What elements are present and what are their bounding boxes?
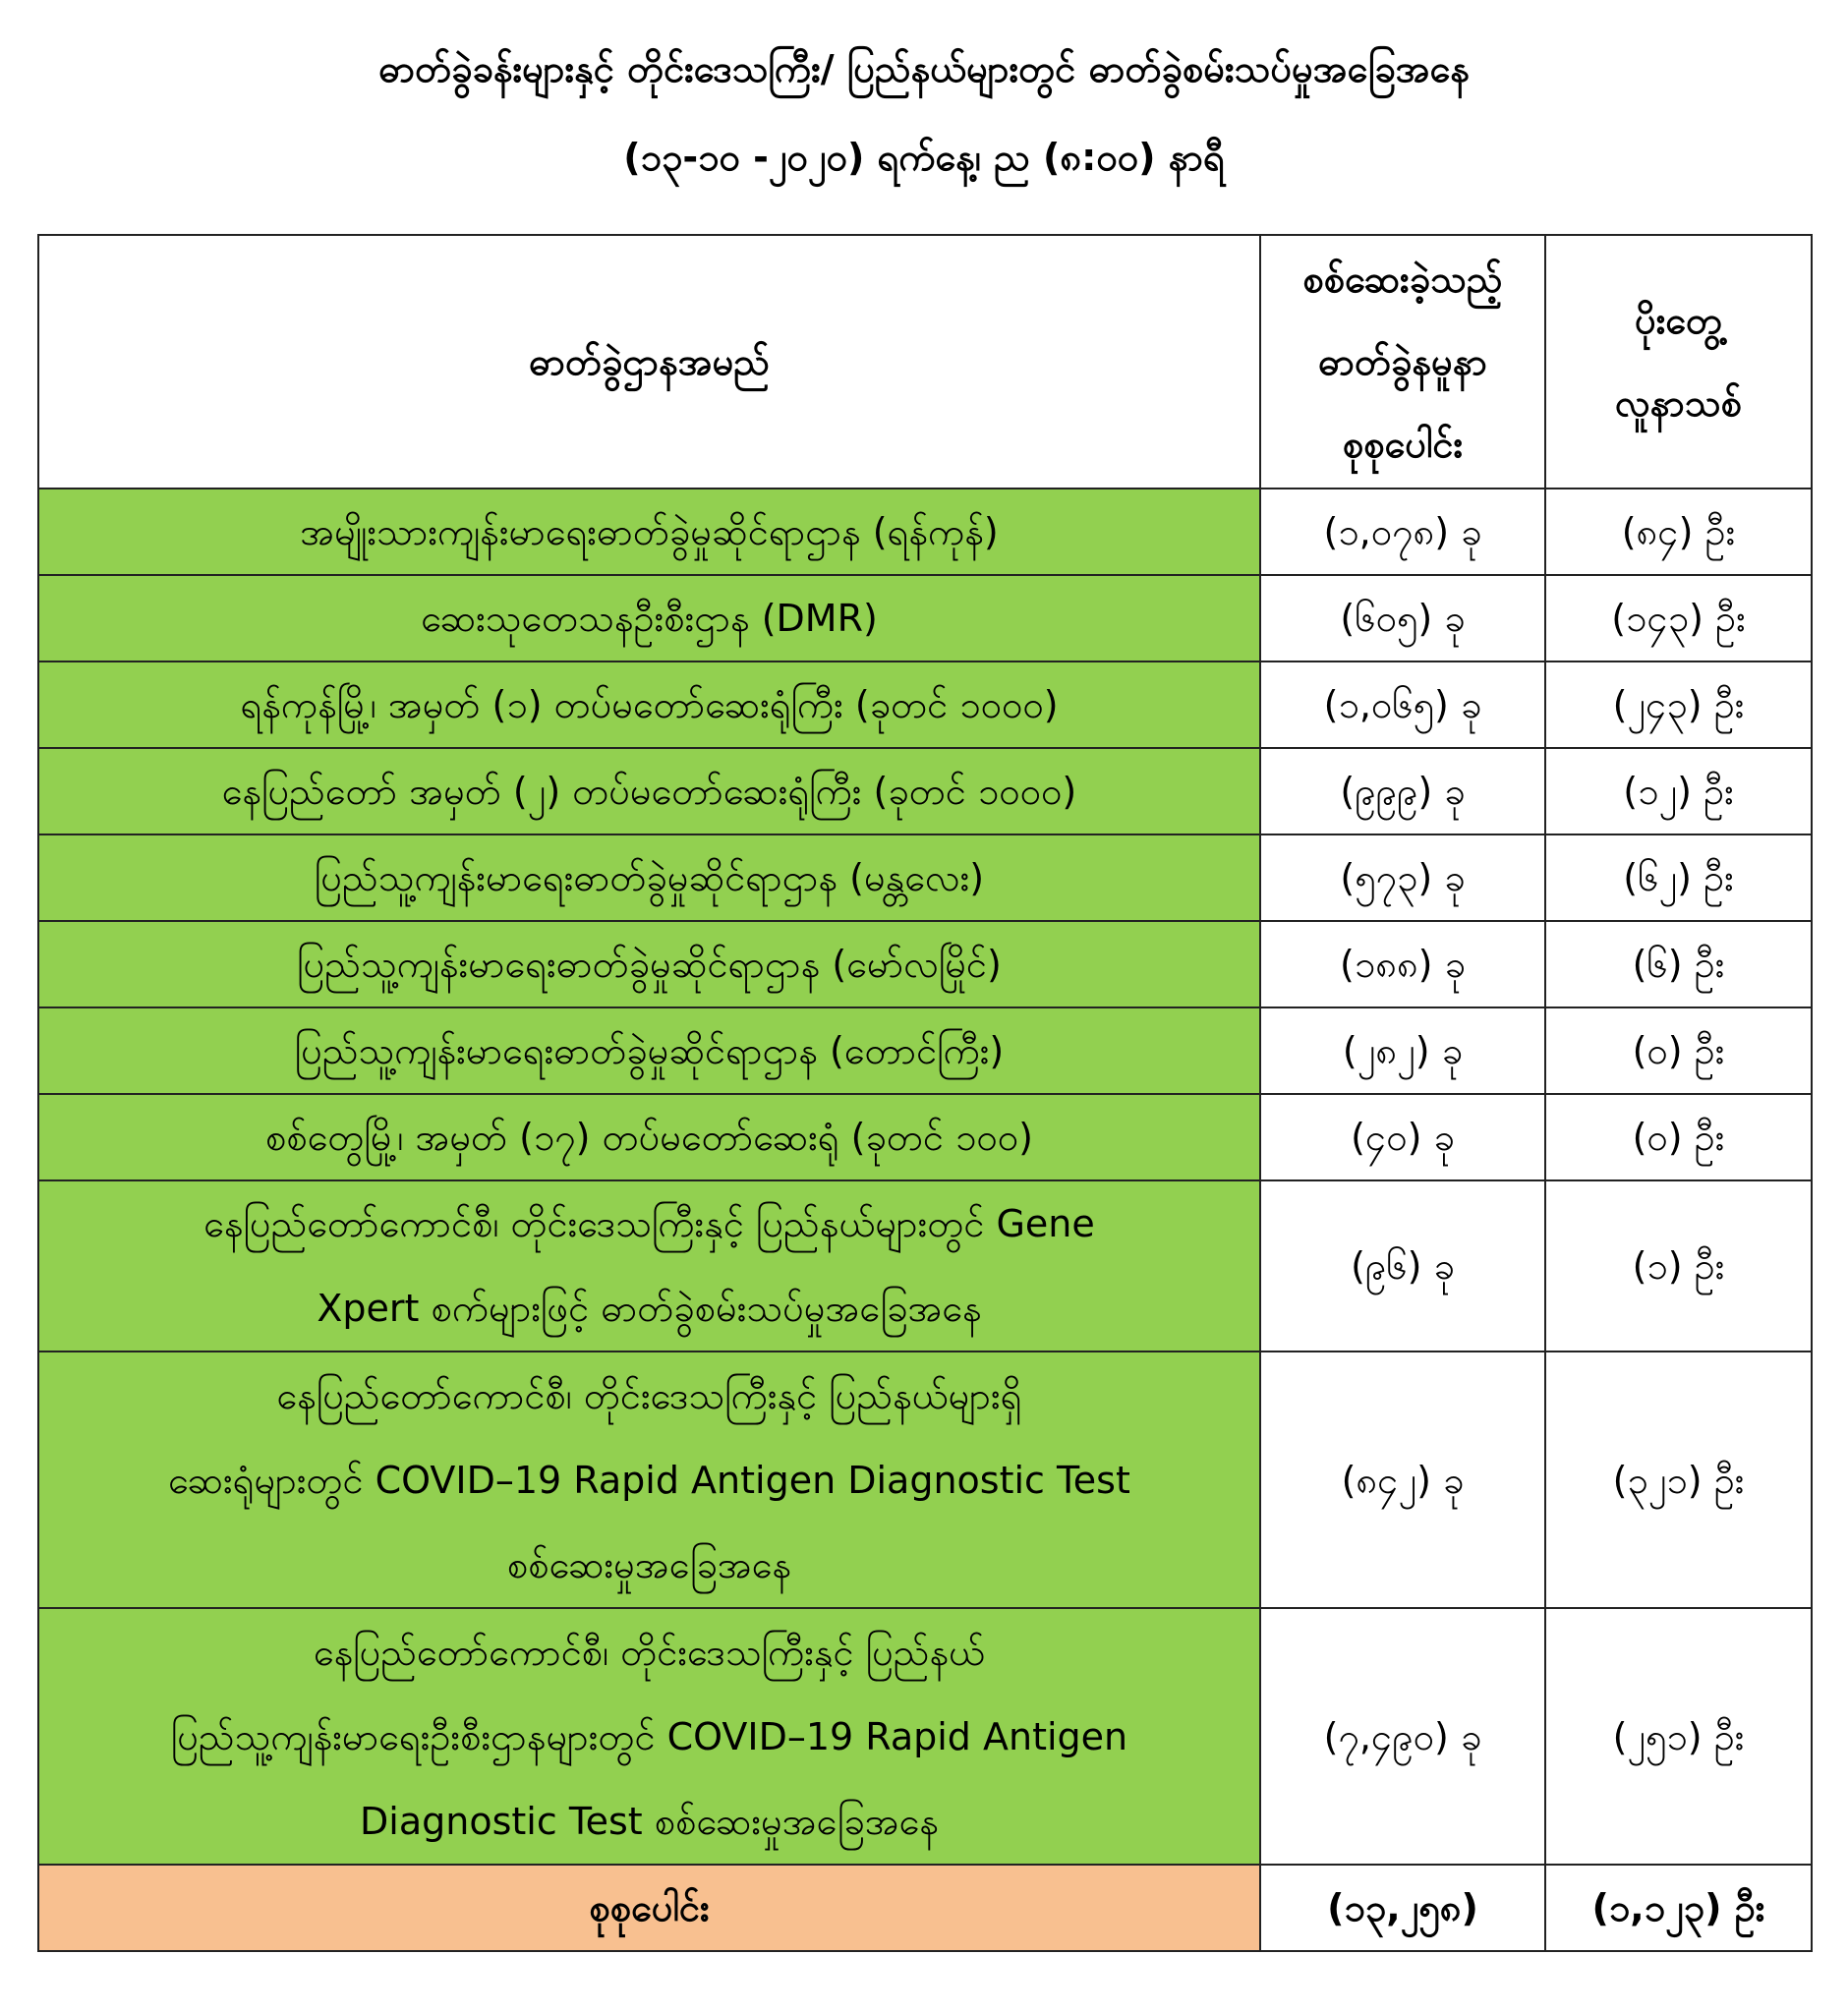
- tested-cell: (၅၇၃) ခု: [1260, 834, 1545, 921]
- lab-name-cell: ပြည်သူ့ကျန်းမာရေးဓာတ်ခွဲမှုဆိုင်ရာဌာန (မော်လမြိုင်): [38, 921, 1260, 1007]
- total-tested: (၁၃,၂၅၈): [1260, 1865, 1545, 1951]
- lab-name-cell: [38, 1180, 1260, 1352]
- header-lab-name: ဓာတ်ခွဲဌာနအမည်: [38, 235, 1260, 489]
- table-row: [38, 661, 1812, 748]
- table-row: [38, 921, 1812, 1007]
- total-row: [38, 1865, 1812, 1951]
- tested-cell: (၈၄၂) ခု: [1260, 1352, 1545, 1608]
- header-new-positive: [1545, 235, 1812, 489]
- positive-cell: (၀) ဦး: [1545, 1094, 1812, 1180]
- tested-cell: (၁,၀၇၈) ခု: [1260, 489, 1545, 575]
- positive-cell: (၃၂၁) ဦး: [1545, 1352, 1812, 1608]
- table-row: [38, 834, 1812, 921]
- lab-name-line: စစ်ဆေးမှုအခြေအနေ: [506, 1542, 792, 1586]
- lab-name-line: Xpert စက်များဖြင့် ဓာတ်ခွဲစမ်းသပ်မှုအခြေအနေ: [317, 1287, 982, 1330]
- lab-name-cell: နေပြည်တော် အမှတ် (၂) တပ်မတော်ဆေးရုံကြီး (ခုတင် ၁၀၀၀): [38, 748, 1260, 834]
- header-positive-line2: လူနာသစ်: [1614, 381, 1743, 425]
- header-tested-line2: ဓာတ်ခွဲနမူနာ: [1317, 340, 1488, 383]
- lab-name-line: Diagnostic Test စစ်ဆေးမှုအခြေအနေ: [360, 1799, 939, 1843]
- lab-name-line: နေပြည်တော်ကောင်စီ၊ တိုင်းဒေသကြီးနှင့် ပြည်နယ်များရှိ: [276, 1373, 1022, 1417]
- table-row: [38, 575, 1812, 661]
- header-tested-line3: စုစုပေါင်း: [1342, 423, 1464, 466]
- table-row: [38, 1180, 1812, 1352]
- positive-cell: (၁၂) ဦး: [1545, 748, 1812, 834]
- header-tested-line1: စစ်ဆေးခဲ့သည့်: [1302, 258, 1503, 301]
- lab-name-cell: အမျိုးသားကျန်းမာရေးဓာတ်ခွဲမှုဆိုင်ရာဌာန (ရန်ကုန်): [38, 489, 1260, 575]
- lab-name-line: ပြည်သူ့ကျန်းမာရေးဦးစီးဌာနများတွင် COVID–19 Rapid Antigen: [170, 1714, 1128, 1758]
- table-header-row: [38, 235, 1812, 489]
- tested-cell: (၂၈၂) ခု: [1260, 1007, 1545, 1094]
- tested-cell: (၄၀) ခု: [1260, 1094, 1545, 1180]
- lab-name-cell: ဆေးသုတေသနဦးစီးဌာန (DMR): [38, 575, 1260, 661]
- table-row: [38, 1352, 1812, 1608]
- positive-cell: (၀) ဦး: [1545, 1007, 1812, 1094]
- page-subtitle-date: (၁၃-၁၀ -၂၀၂၀) ရက်နေ့၊ ည (၈:၀၀) နာရီ: [623, 136, 1225, 179]
- positive-cell: (၈၄) ဦး: [1545, 489, 1812, 575]
- table-row: [38, 748, 1812, 834]
- tested-cell: (၉၉၉) ခု: [1260, 748, 1545, 834]
- page-title: ဓာတ်ခွဲခန်းများနှင့် တိုင်းဒေသကြီး/ ပြည်နယ်များတွင် ဓာတ်ခွဲစမ်းသပ်မှုအခြေအနေ: [378, 47, 1470, 90]
- table-row: [38, 1007, 1812, 1094]
- total-positive: (၁,၁၂၃) ဦး: [1545, 1865, 1812, 1951]
- lab-testing-table: [37, 234, 1813, 1952]
- lab-name-cell: ပြည်သူ့ကျန်းမာရေးဓာတ်ခွဲမှုဆိုင်ရာဌာန (မန္တလေး): [38, 834, 1260, 921]
- tested-cell: (၁,၀၆၅) ခု: [1260, 661, 1545, 748]
- lab-name-line: ဆေးရုံများတွင် COVID–19 Rapid Antigen Diagnostic Test: [168, 1458, 1130, 1502]
- header-tested-total: [1260, 235, 1545, 489]
- tested-cell: (၉၆) ခု: [1260, 1180, 1545, 1352]
- positive-cell: (၆) ဦး: [1545, 921, 1812, 1007]
- table-row: [38, 1094, 1812, 1180]
- positive-cell: (၂၄၃) ဦး: [1545, 661, 1812, 748]
- positive-cell: (၁၄၃) ဦး: [1545, 575, 1812, 661]
- lab-name-cell: [38, 1608, 1260, 1865]
- header-positive-line1: ပိုးတွေ့: [1635, 299, 1722, 342]
- table-row: [38, 489, 1812, 575]
- tested-cell: (၇,၄၉၀) ခု: [1260, 1608, 1545, 1865]
- table-row: [38, 1608, 1812, 1865]
- positive-cell: (၁) ဦး: [1545, 1180, 1812, 1352]
- tested-cell: (၁၈၈) ခု: [1260, 921, 1545, 1007]
- lab-name-line: နေပြည်တော်ကောင်စီ၊ တိုင်းဒေသကြီးနှင့် ပြည်နယ်: [313, 1630, 986, 1674]
- tested-cell: (၆၀၅) ခု: [1260, 575, 1545, 661]
- total-label: စုစုပေါင်း: [38, 1865, 1260, 1951]
- lab-name-cell: ပြည်သူ့ကျန်းမာရေးဓာတ်ခွဲမှုဆိုင်ရာဌာန (တောင်ကြီး): [38, 1007, 1260, 1094]
- lab-name-cell: ရန်ကုန်မြို့၊ အမှတ် (၁) တပ်မတော်ဆေးရုံကြီး (ခုတင် ၁၀၀၀): [38, 661, 1260, 748]
- positive-cell: (၂၅၁) ဦး: [1545, 1608, 1812, 1865]
- lab-name-cell: စစ်တွေမြို့၊ အမှတ် (၁၇) တပ်မတော်ဆေးရုံ (ခုတင် ၁၀၀): [38, 1094, 1260, 1180]
- positive-cell: (၆၂) ဦး: [1545, 834, 1812, 921]
- lab-name-line: နေပြည်တော်ကောင်စီ၊ တိုင်းဒေသကြီးနှင့် ပြည်နယ်များတွင် Gene: [203, 1202, 1095, 1245]
- lab-name-cell: [38, 1352, 1260, 1608]
